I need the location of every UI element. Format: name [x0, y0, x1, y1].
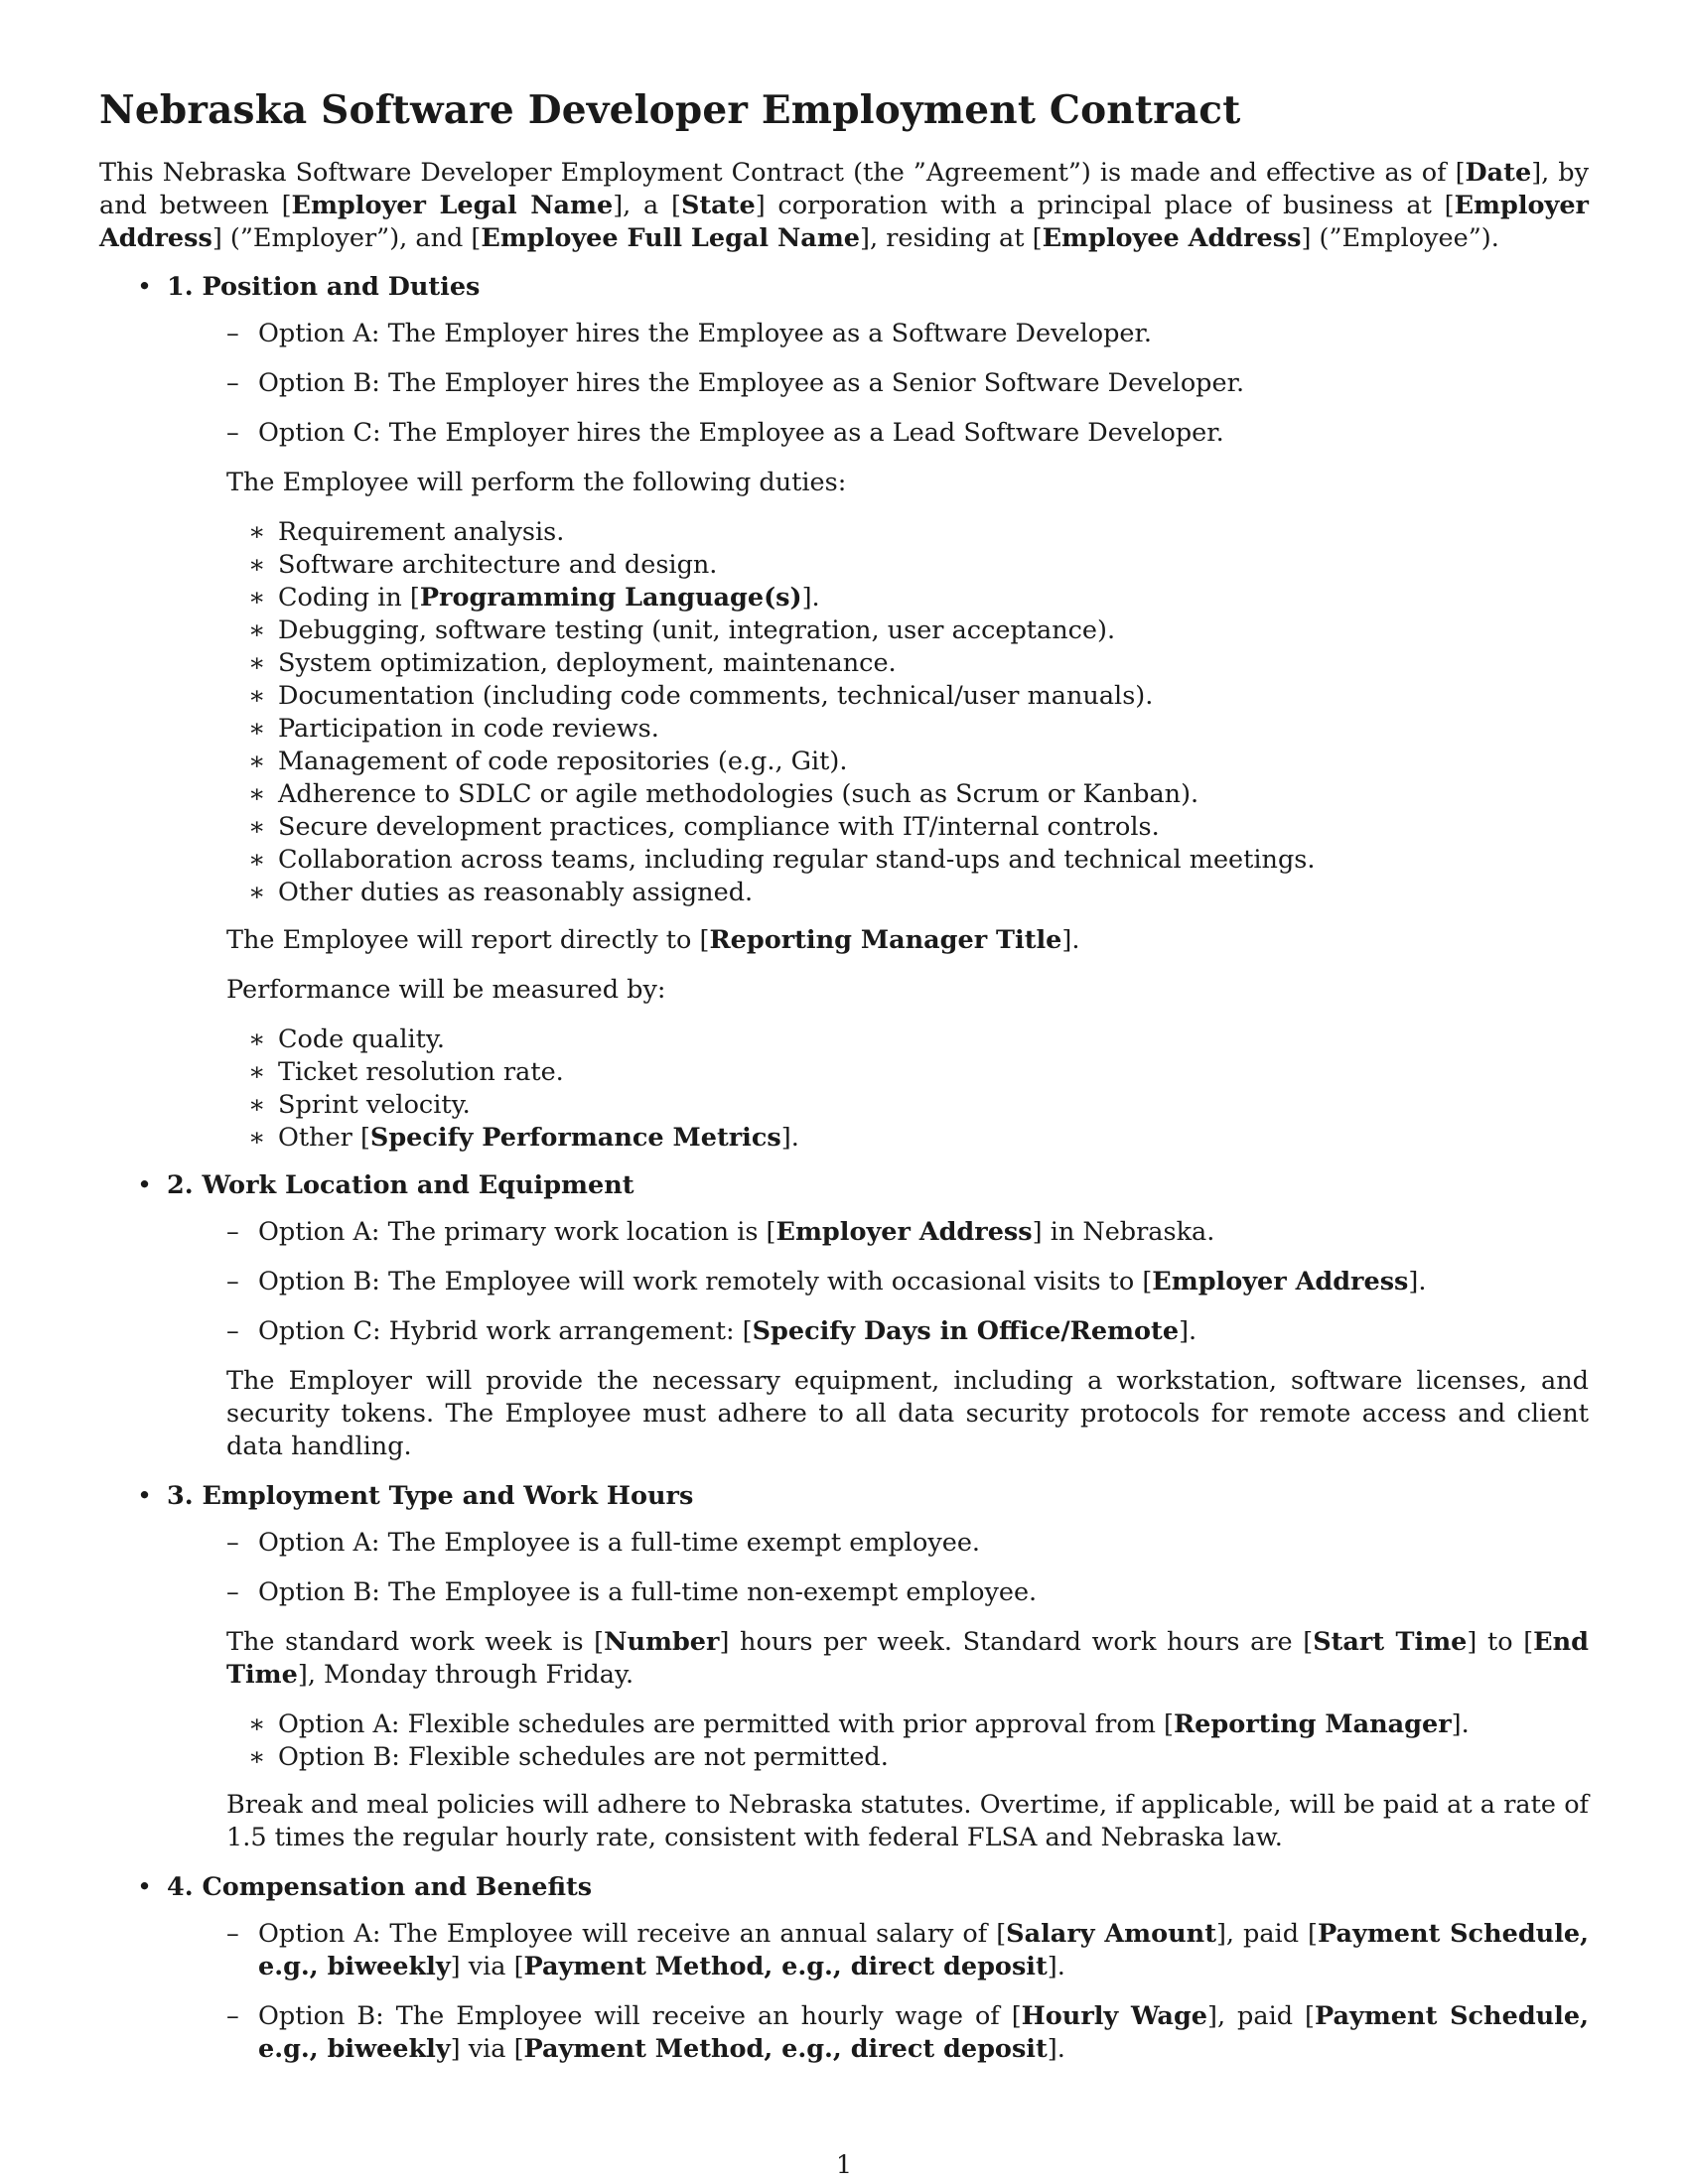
breaks-paragraph: Break and meal policies will adhere to Nebraska statutes. Overtime, if applicable, will be paid at a rate of 1.5 times the regular hourly rate, consistent with federal FLSA and Nebraska law.	[226, 1790, 1589, 1852]
placeholder-payment-method: Payment Method, e.g., direct deposit	[523, 1952, 1048, 1981]
placeholder-date: Date	[1465, 158, 1532, 188]
star-icon: ∗	[248, 1024, 266, 1054]
list-item: ∗ Ticket resolution rate.	[248, 1057, 564, 1087]
placeholder-employer-address: Employer Address	[775, 1217, 1033, 1247]
work-hours-paragraph: The standard work week is [Number] hours per week. Standard work hours are [Start Time] to [End Time], Monday through Friday.	[226, 1627, 1589, 1690]
star-icon: ∗	[248, 1742, 266, 1772]
bullet-icon: •	[137, 272, 153, 302]
placeholder-employer-address: Employer Address	[1152, 1267, 1409, 1297]
placeholder-performance-metrics: Specify Performance Metrics	[369, 1123, 781, 1153]
dash-icon: –	[226, 1217, 239, 1247]
list-item: ∗ Adherence to SDLC or agile methodologies (such as Scrum or Kanban).	[248, 779, 1199, 809]
star-icon: ∗	[248, 878, 266, 907]
list-item: ∗ Sprint velocity.	[248, 1090, 471, 1120]
dash-icon: –	[226, 1267, 239, 1297]
option-item: – Option B: The Employer hires the Employee as a Senior Software Developer.	[226, 368, 1245, 398]
dash-icon: –	[226, 368, 239, 398]
placeholder-office-remote-days: Specify Days in Office/Remote	[752, 1316, 1180, 1346]
flexible-schedule-list	[226, 1708, 1589, 1774]
star-icon: ∗	[248, 1709, 266, 1739]
placeholder-salary-amount: Salary Amount	[1006, 1919, 1216, 1949]
list-item: ∗ Code quality.	[248, 1024, 446, 1054]
list-item: ∗ Collaboration across teams, including regular stand-ups and technical meetings.	[248, 845, 1316, 875]
option-item: – Option A: The Employer hires the Employee as a Software Developer.	[226, 319, 1152, 348]
list-item: ∗ System optimization, deployment, maintenance.	[248, 648, 897, 678]
placeholder-hourly-wage: Hourly Wage	[1021, 2001, 1208, 2031]
list-item: ∗ Management of code repositories (e.g., Git).	[248, 747, 848, 776]
list-item: ∗ Documentation (including code comments, technical/user manuals).	[248, 681, 1154, 711]
placeholder-reporting-manager: Reporting Manager	[1173, 1709, 1452, 1739]
list-item: ∗ Debugging, software testing (unit, integration, user acceptance).	[248, 615, 1116, 645]
star-icon: ∗	[248, 845, 266, 875]
list-item: ∗ Requirement analysis.	[248, 517, 565, 547]
equipment-paragraph: The Employer will provide the necessary equipment, including a workstation, software licenses, and security tokens. The Employee must adhere to all data security protocols for remote access and client data handling.	[226, 1366, 1589, 1461]
option-item: – Option A: The Employee will receive an annual salary of [Salary Amount], paid [Payment Schedule, e.g., biweekly] via [Payment Method, e.g., direct deposit].	[226, 1919, 1589, 1981]
placeholder-number: Number	[604, 1627, 720, 1657]
list-item: ∗ Software architecture and design.	[248, 550, 718, 580]
reporting-paragraph: The Employee will report directly to [Reporting Manager Title].	[226, 925, 1080, 955]
star-icon: ∗	[248, 517, 266, 547]
dash-icon: –	[226, 1919, 239, 1949]
list-item: ∗ Participation in code reviews.	[248, 714, 659, 744]
star-icon: ∗	[248, 714, 266, 744]
placeholder-employer-legal-name: Employer Legal Name	[291, 191, 614, 220]
star-icon: ∗	[248, 747, 266, 776]
star-icon: ∗	[248, 681, 266, 711]
list-item: ∗ Option A: Flexible schedules are permitted with prior approval from [Reporting Manager].	[248, 1709, 1470, 1739]
dash-icon: –	[226, 2001, 239, 2031]
list-item: ∗ Coding in [Programming Language(s)].	[248, 583, 820, 613]
star-icon: ∗	[248, 1057, 266, 1087]
section-title: 1. Position and Duties	[167, 272, 481, 302]
option-item: – Option B: The Employee will work remotely with occasional visits to [Employer Address].	[226, 1267, 1427, 1297]
placeholder-employee-address: Employee Address	[1042, 223, 1302, 253]
placeholder-employer-address: Employer Address	[99, 191, 1589, 253]
option-item: – Option C: Hybrid work arrangement: [Specify Days in Office/Remote].	[226, 1316, 1197, 1346]
performance-list	[226, 1024, 1589, 1155]
dash-icon: –	[226, 1316, 239, 1346]
list-item: ∗ Option B: Flexible schedules are not permitted.	[248, 1742, 889, 1772]
bullet-icon: •	[137, 1872, 153, 1902]
intro-paragraph: This Nebraska Software Developer Employment Contract (the ”Agreement”) is made and effective as of [Date], by and between [Employer Legal Name], a [State] corporation with a principal place of business at [Employer Address] (”Employer”), and [Employee Full Legal Name], residing at [Employee Address] (”Employee”).	[99, 158, 1589, 253]
section-work-location	[99, 1169, 1589, 1463]
duties-list	[226, 516, 1589, 909]
list-item: ∗ Other [Specify Performance Metrics].	[248, 1123, 799, 1153]
duties-intro: The Employee will perform the following duties:	[226, 468, 847, 497]
star-icon: ∗	[248, 1090, 266, 1120]
placeholder-start-time: Start Time	[1313, 1627, 1468, 1657]
placeholder-payment-schedule: Payment Schedule, e.g., biweekly	[258, 1919, 1589, 1981]
option-item: – Option A: The Employee is a full-time exempt employee.	[226, 1528, 981, 1558]
list-item: ∗ Secure development practices, compliance with IT/internal controls.	[248, 812, 1160, 842]
list-item: ∗ Other duties as reasonably assigned.	[248, 878, 754, 907]
star-icon: ∗	[248, 812, 266, 842]
section-compensation	[99, 1871, 1589, 2066]
star-icon: ∗	[248, 583, 266, 613]
bullet-icon: •	[137, 1170, 153, 1200]
section-title: 4. Compensation and Benefits	[167, 1872, 593, 1902]
dash-icon: –	[226, 1528, 239, 1558]
placeholder-programming-languages: Programming Language(s)	[419, 583, 802, 613]
option-item: – Option C: The Employer hires the Employee as a Lead Software Developer.	[226, 418, 1224, 448]
star-icon: ∗	[248, 648, 266, 678]
page-number: 1	[835, 2150, 853, 2180]
bullet-icon: •	[137, 1481, 153, 1511]
placeholder-payment-schedule: Payment Schedule, e.g., biweekly	[258, 2001, 1589, 2064]
star-icon: ∗	[248, 779, 266, 809]
section-title: 2. Work Location and Equipment	[167, 1170, 634, 1200]
dash-icon: –	[226, 1577, 239, 1607]
section-title: 3. Employment Type and Work Hours	[167, 1481, 694, 1511]
dash-icon: –	[226, 418, 239, 448]
star-icon: ∗	[248, 550, 266, 580]
performance-intro: Performance will be measured by:	[226, 975, 666, 1005]
dash-icon: –	[226, 319, 239, 348]
placeholder-state: State	[680, 191, 756, 220]
option-item: – Option A: The primary work location is [Employer Address] in Nebraska.	[226, 1217, 1215, 1247]
option-item: – Option B: The Employee is a full-time non-exempt employee.	[226, 1577, 1038, 1607]
section-employment-type	[99, 1480, 1589, 1854]
star-icon: ∗	[248, 1123, 266, 1153]
placeholder-payment-method: Payment Method, e.g., direct deposit	[523, 2034, 1048, 2064]
placeholder-end-time: End Time	[226, 1627, 1589, 1690]
placeholder-reporting-manager-title: Reporting Manager Title	[709, 925, 1062, 955]
section-position-and-duties	[99, 271, 1589, 1155]
document-title: Nebraska Software Developer Employment Contract	[99, 87, 1241, 133]
star-icon: ∗	[248, 615, 266, 645]
option-item: – Option B: The Employee will receive an hourly wage of [Hourly Wage], paid [Payment Schedule, e.g., biweekly] via [Payment Method, e.g., direct deposit].	[226, 2001, 1589, 2064]
placeholder-employee-full-legal-name: Employee Full Legal Name	[481, 223, 861, 253]
document-page	[99, 85, 1589, 2083]
